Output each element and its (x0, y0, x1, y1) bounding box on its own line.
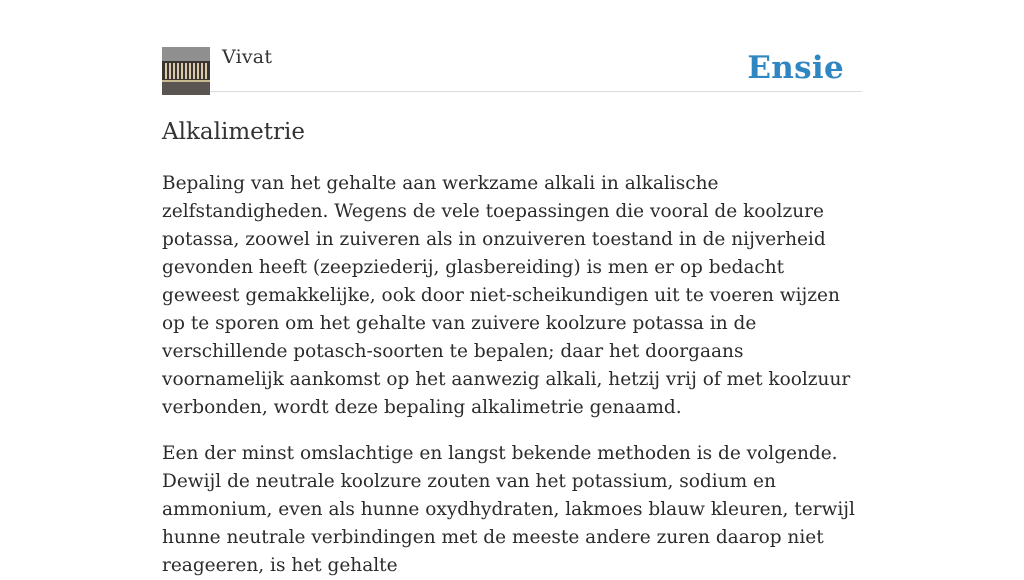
author-name[interactable]: Vivat (222, 46, 273, 68)
brand-logo-link[interactable]: Ensie (747, 50, 844, 86)
article-paragraph-1: Bepaling van het gehalte aan werkzame alkali in alkalische zelfstandigheden. Wegens de vele toepassingen die vooral de koolzure potassa, zoowel in zuiveren als in onzuiveren toestand in de nijverheid gevonden heeft (zeepziederij, glasbereiding) is men er op bedacht geweest gemakkelijke, ook door niet-scheikundigen uit te voeren wijzen op te sporen om het gehalte van zuivere koolzure potassa in de verschillende potasch-soorten te bepalen; daar het doorgaans voornamelijk aankomst op het aanwezig alkali, hetzij vrij of met koolzuur verbonden, wordt deze bepaling alkalimetrie genaamd. (162, 173, 851, 418)
article-title: Alkalimetrie (162, 119, 305, 145)
building-photo-icon (162, 47, 210, 95)
article-header (162, 0, 862, 92)
author-avatar[interactable] (162, 47, 210, 95)
article-paragraph-2: Een der minst omslachtige en langst bekende methoden is de volgende. Dewijl de neutrale koolzure zouten van het potassium, sodium en ammonium, even als hunne oxydhydraten, lakmoes blauw kleuren, terwijl hunne neutrale verbindingen met de meeste andere zuren daarop niet reageeren, is het gehalte (162, 443, 855, 576)
article-page (162, 0, 862, 580)
